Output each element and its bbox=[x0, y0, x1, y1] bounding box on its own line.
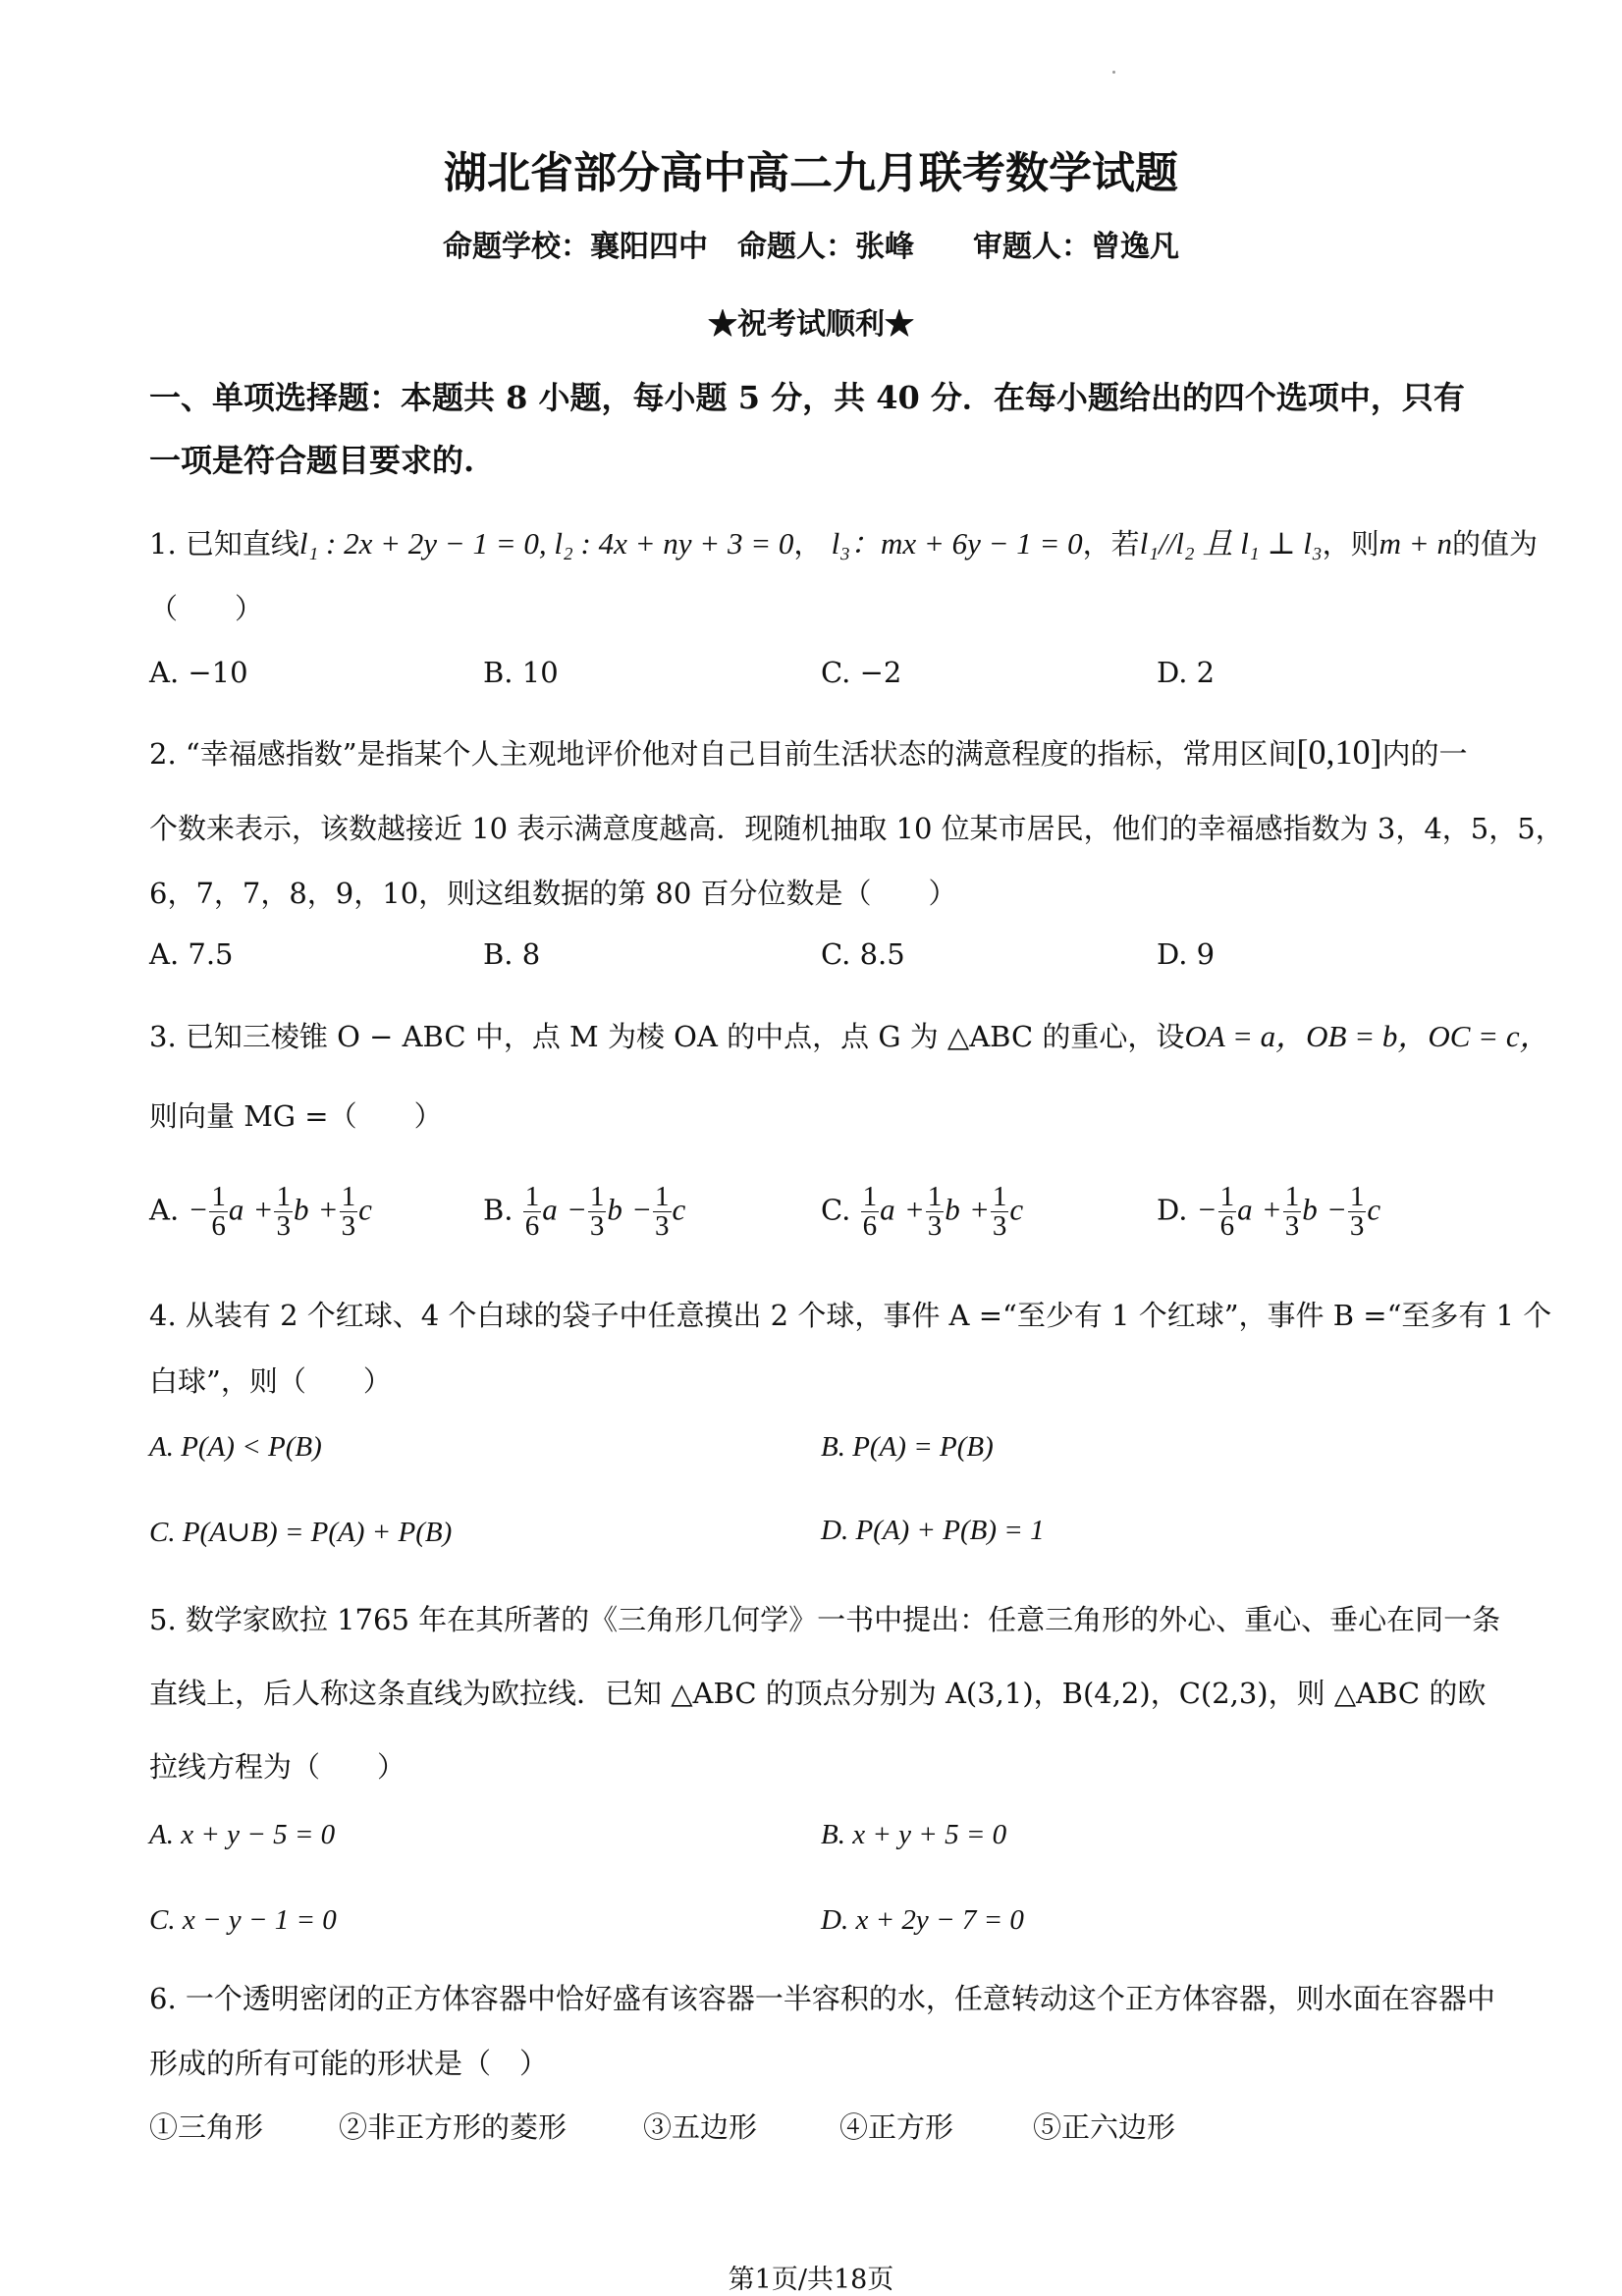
question-6-line1: 6. 一个透明密闭的正方体容器中恰好盛有该容器一半容积的水，任意转动这个正方体容器，则水面在容器中 bbox=[149, 1982, 1495, 2015]
q6-shape-4: ④正方形 bbox=[839, 2110, 954, 2144]
q2-option-b: B. 8 bbox=[483, 937, 541, 971]
q2-option-d: D. 9 bbox=[1157, 937, 1216, 971]
question-2-line3: 6，7，7，8，9，10，则这组数据的第 80 百分位数是（ ） bbox=[149, 877, 957, 910]
section-heading-line1: 一、单项选择题：本题共 8 小题，每小题 5 分，共 40 分．在每小题给出的四个选项中，只有 bbox=[149, 379, 1465, 416]
q3-option-a: A. − $\frac{1}{6}$ a + $\frac{1}{3}$ b + $\frac{1}{3}$ c bbox=[149, 1181, 372, 1242]
q1-equations: l₁ : 2x + 2y − 1 = 0, l₂ : 4x + ny + 3 = 0 bbox=[298, 526, 794, 561]
q4-option-a: A. P(A) < P(B) bbox=[149, 1431, 322, 1463]
q1-sep1: ， bbox=[793, 527, 823, 561]
question-5-line1: 5. 数学家欧拉 1765 年在其所著的《三角形几何学》一书中提出：任意三角形的外心、重心、垂心在同一条 bbox=[149, 1603, 1501, 1636]
q3-option-d-label: D. bbox=[1157, 1193, 1188, 1227]
question-5-line3: 拉线方程为（ ） bbox=[149, 1750, 406, 1784]
question-2-line1 bbox=[149, 731, 1468, 773]
q1-option-d: D. 2 bbox=[1157, 656, 1216, 689]
q1-prefix: 1. 已知直线 bbox=[149, 527, 299, 561]
q6-shape-5: ⑤正六边形 bbox=[1033, 2110, 1176, 2144]
question-2-line2: 个数来表示，该数越接近 10 表示满意度越高．现随机抽取 10 位某市居民，他们的幸福感指数为 3，4，5，5， bbox=[149, 812, 1564, 845]
q1-line3: l₃：mx + 6y − 1 = 0 bbox=[831, 526, 1083, 561]
q1-sep2: ，若 bbox=[1082, 527, 1140, 561]
question-3-line1 bbox=[149, 1011, 1550, 1055]
q5-option-c: C. x − y − 1 = 0 bbox=[149, 1904, 337, 1936]
q2-interval: [0,10] bbox=[1296, 732, 1382, 772]
q6-shape-1: ①三角形 bbox=[149, 2110, 264, 2144]
q1-option-a: A. −10 bbox=[149, 656, 248, 689]
q1-paren: （ ） bbox=[149, 592, 264, 625]
question-1 bbox=[149, 518, 1538, 562]
blessing-line: ★祝考试顺利★ bbox=[708, 307, 914, 342]
question-6-line2: 形成的所有可能的形状是（ ） bbox=[149, 2047, 549, 2080]
q5-option-d: D. x + 2y − 7 = 0 bbox=[821, 1904, 1024, 1936]
q3-option-d: D. − $\frac{1}{6}$ a + $\frac{1}{3}$ b − $\frac{1}{3}$ c bbox=[1157, 1181, 1381, 1242]
q1-option-c: C. −2 bbox=[821, 656, 902, 689]
page-title: 湖北省部分高中高二九月联考数学试题 bbox=[444, 148, 1178, 198]
q4-option-b: B. P(A) = P(B) bbox=[821, 1431, 994, 1463]
q2-text1: 2. “幸福感指数”是指某个人主观地评价他对自己目前生活状态的满意程度的指标，常用区间 bbox=[149, 737, 1297, 771]
scan-dot bbox=[1112, 71, 1115, 74]
question-4-line2: 白球”，则（ ） bbox=[149, 1364, 392, 1398]
exam-authors: 命题学校：襄阳四中 命题人：张峰 审题人：曾逸凡 bbox=[443, 230, 1179, 264]
q3-text1: 3. 已知三棱锥 O − ABC 中，点 M 为棱 OA 的中点，点 G 为 △ABC 的重心，设 bbox=[149, 1020, 1185, 1053]
q4-option-d: D. P(A) + P(B) = 1 bbox=[821, 1515, 1045, 1546]
question-5-line2: 直线上，后人称这条直线为欧拉线．已知 △ABC 的顶点分别为 A(3,1)，B(4,2)，C(2,3)，则 △ABC 的欧 bbox=[149, 1677, 1487, 1710]
question-4-line1: 4. 从装有 2 个红球、4 个白球的袋子中任意摸出 2 个球，事件 A =“至少有 1 个红球”，事件 B =“至多有 1 个 bbox=[149, 1299, 1552, 1332]
q1-condition: l₁//l₂ 且 l₁ ⊥ l₃ bbox=[1139, 526, 1323, 561]
question-3-line2: 则向量 MG =（ ） bbox=[149, 1099, 443, 1133]
q3-vectors: OA = a，OB = b，OC = c， bbox=[1184, 1019, 1550, 1053]
q3-option-c-label: C. bbox=[821, 1193, 851, 1227]
q1-suffix: 的值为 bbox=[1451, 527, 1538, 561]
page-footer: 第1页/共18页 bbox=[728, 2265, 894, 2295]
q2-text1-end: 内的一 bbox=[1381, 737, 1468, 771]
q5-option-a: A. x + y − 5 = 0 bbox=[149, 1819, 336, 1850]
q6-shape-2: ②非正方形的菱形 bbox=[339, 2110, 568, 2144]
q3-option-b-label: B. bbox=[483, 1193, 514, 1227]
q1-expression: m + n bbox=[1379, 526, 1452, 561]
q3-option-c: C. $\frac{1}{6}$ a + $\frac{1}{3}$ b + $\frac{1}{3}$ c bbox=[821, 1181, 1024, 1242]
q6-shape-3: ③五边形 bbox=[643, 2110, 758, 2144]
q1-option-b: B. 10 bbox=[483, 656, 559, 689]
q2-option-c: C. 8.5 bbox=[821, 937, 905, 971]
q4-option-c: C. P(A∪B) = P(A) + P(B) bbox=[149, 1517, 453, 1548]
q2-option-a: A. 7.5 bbox=[149, 937, 234, 971]
q3-option-a-label: A. bbox=[149, 1193, 180, 1227]
q3-option-b: B. $\frac{1}{6}$ a − $\frac{1}{3}$ b − $\frac{1}{3}$ c bbox=[483, 1181, 686, 1242]
q5-option-b: B. x + y + 5 = 0 bbox=[821, 1819, 1007, 1850]
section-heading-line2: 一项是符合题目要求的. bbox=[149, 442, 475, 479]
q1-sep3: ，则 bbox=[1322, 527, 1379, 561]
